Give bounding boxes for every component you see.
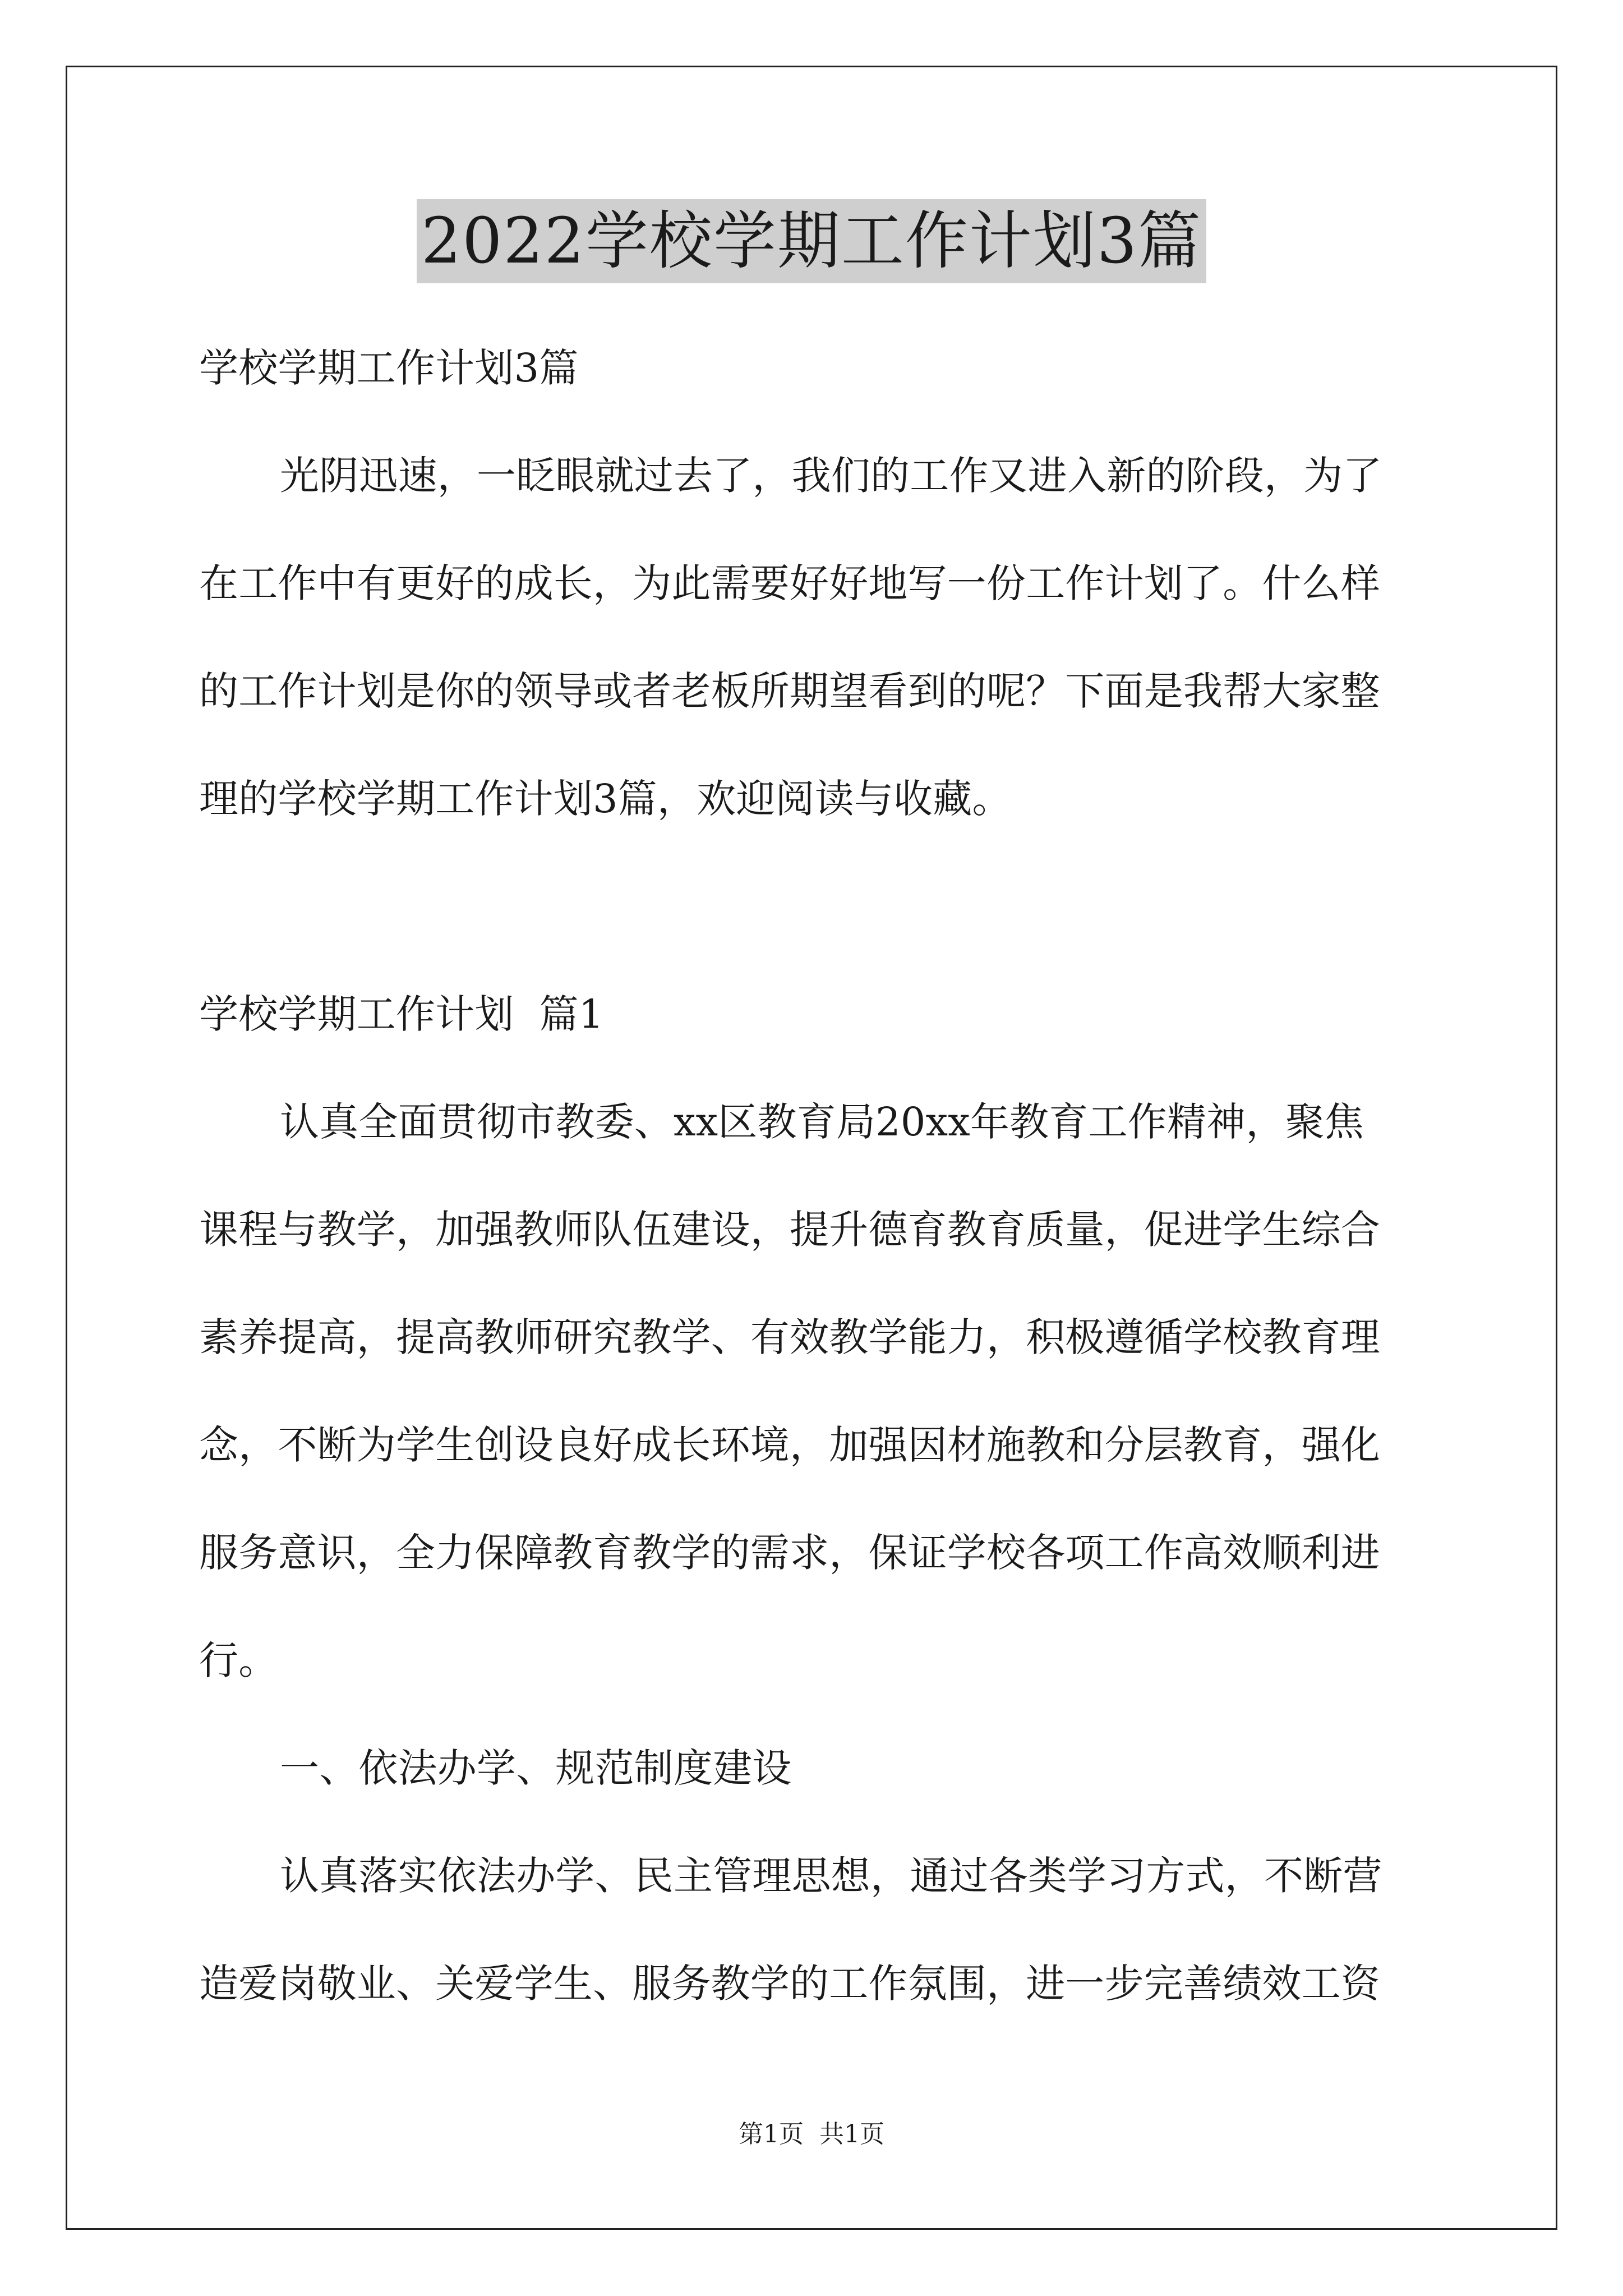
item-heading: 一、依法办学、规范制度建设 — [280, 1745, 792, 1791]
section-heading: 学校学期工作计划 篇1 — [199, 991, 604, 1037]
intro-line: 的工作计划是你的领导或者老板所期望看到的呢？下面是我帮大家整 — [199, 668, 1380, 714]
document-title: 2022学校学期工作计划3篇 — [417, 199, 1206, 283]
document-subtitle: 学校学期工作计划3篇 — [199, 345, 579, 391]
intro-line: 光阴迅速，一眨眼就过去了，我们的工作又进入新的阶段，为了 — [280, 453, 1382, 499]
paragraph-line: 课程与教学，加强教师队伍建设，提升德育教育质量，促进学生综合 — [199, 1207, 1380, 1253]
paragraph-line: 服务意识，全力保障教育教学的需求，保证学校各项工作高效顺利进 — [199, 1530, 1380, 1576]
paragraph-spacer — [199, 853, 1433, 960]
title-container — [0, 199, 1623, 283]
intro-line: 在工作中有更好的成长，为此需要好好地写一份工作计划了。什么样 — [199, 560, 1380, 606]
page-total: 共1页 — [819, 2120, 884, 2148]
document-body — [199, 314, 1433, 2037]
page-number: 第1页 — [739, 2120, 804, 2148]
paragraph-line: 造爱岗敬业、关爱学生、服务教学的工作氛围，进一步完善绩效工资 — [199, 1961, 1380, 2007]
page-footer — [0, 2118, 1623, 2151]
paragraph-line: 认真全面贯彻市教委、xx区教育局20xx年教育工作精神，聚焦 — [280, 1099, 1364, 1145]
paragraph-line: 念，不断为学生创设良好成长环境，加强因材施教和分层教育，强化 — [199, 1422, 1380, 1468]
paragraph-line: 素养提高，提高教师研究教学、有效教学能力，积极遵循学校教育理 — [199, 1314, 1380, 1360]
paragraph-line: 行。 — [199, 1637, 278, 1683]
paragraph-line: 认真落实依法办学、民主管理思想，通过各类学习方式，不断营 — [280, 1853, 1382, 1899]
intro-line: 理的学校学期工作计划3篇，欢迎阅读与收藏。 — [199, 776, 1012, 822]
